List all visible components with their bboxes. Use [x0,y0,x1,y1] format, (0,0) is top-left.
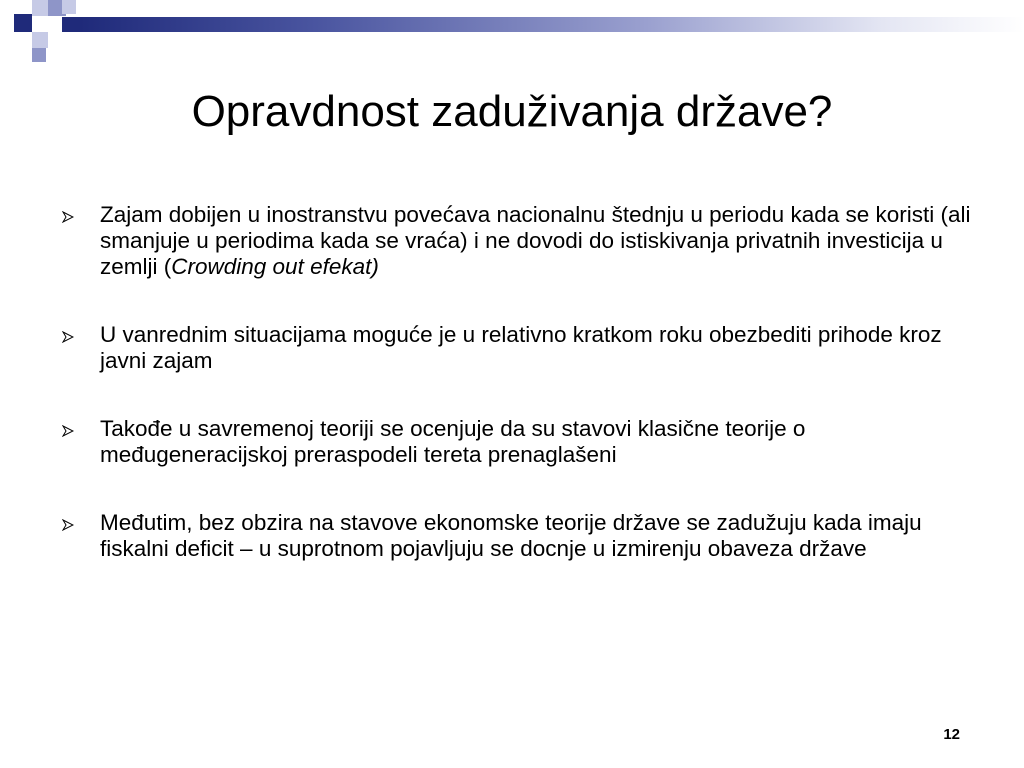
bullet-text: Takođe u savremenoj teoriji se ocenjuje da su stavovi klasične teorije o međugeneracijskoj preraspodeli tereta prenaglašeni [100,416,806,467]
header-square-1 [14,14,32,32]
bullet-text-italic: Crowding out efekat) [171,254,379,279]
slide-title: Opravdnost zaduživanja države? [191,87,833,136]
header-gradient-band [80,17,1024,32]
header-square-2 [32,0,48,16]
bullet-list [62,202,982,604]
arrowhead-bullet-icon [62,425,74,437]
bullet-text: Međutim, bez obzira na stavove ekonomske teorije države se zadužuju kada imaju fiskalni deficit – u suprotnom pojavljuju se docnje u izmirenju obaveza države [100,510,922,561]
arrowhead-bullet-icon [62,519,74,531]
bullet-text [100,202,971,279]
bullet-item [62,202,982,280]
bullet-item [62,416,982,468]
bullet-text: U vanrednim situacijama moguće je u relativno kratkom roku obezbediti prihode kroz javni zajam [100,322,942,373]
page-number: 12 [943,726,960,743]
bullet-item [62,322,982,374]
arrowhead-bullet-icon [62,211,74,223]
bullet-text-main: Zajam dobijen u inostranstvu povećava nacionalnu štednju u periodu kada se koristi (ali smanjuje u periodima kada se vraća) i ne dovodi do istiskivanja privatnih investicija u zemlji ( [100,202,971,279]
bullet-item [62,510,982,562]
header-square-7 [32,48,46,62]
header-square-5 [62,17,80,32]
arrowhead-bullet-icon [62,331,74,343]
header-square-6 [32,32,48,48]
header-square-4 [62,0,76,14]
